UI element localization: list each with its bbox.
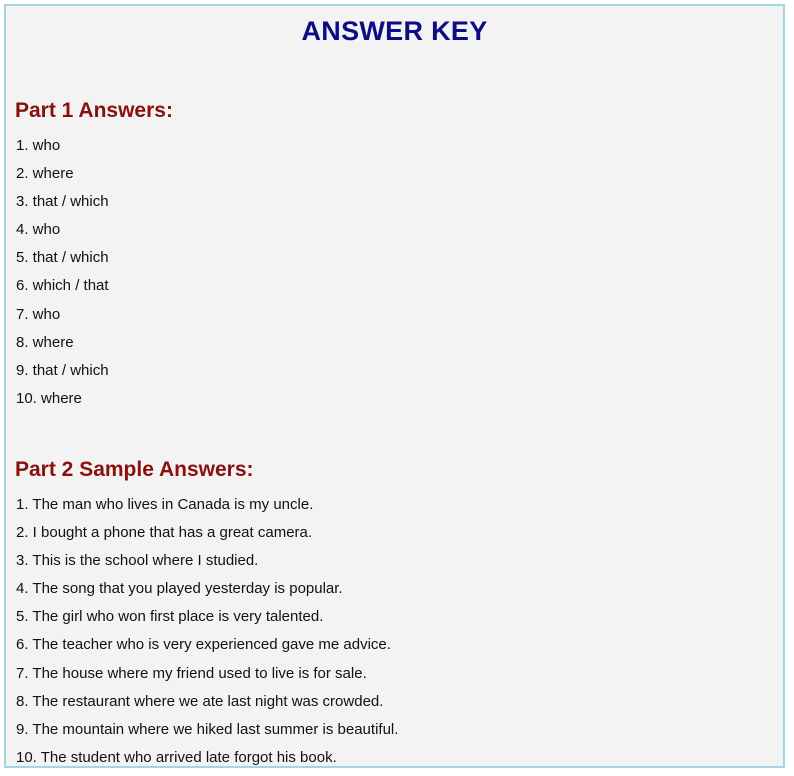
part2-answer-item: 3. This is the school where I studied. <box>16 552 259 570</box>
part1-heading: Part 1 Answers: <box>15 99 173 122</box>
part2-answer-item: 4. The song that you played yesterday is popular. <box>16 580 343 598</box>
part1-answer-item: 9. that / which <box>16 361 109 379</box>
part1-answer-item: 7. who <box>16 305 61 323</box>
part2-answer-item: 9. The mountain where we hiked last summer is beautiful. <box>16 720 399 738</box>
part2-answer-item: 10. The student who arrived late forgot his book. <box>16 748 337 766</box>
part2-answer-item: 6. The teacher who is very experienced gave me advice. <box>16 636 391 654</box>
part2-answer-item: 2. I bought a phone that has a great camera. <box>16 524 313 542</box>
part1-answer-item: 8. where <box>16 333 74 351</box>
part1-answer-item: 5. that / which <box>16 249 109 267</box>
part2-answer-item: 1. The man who lives in Canada is my uncle. <box>16 496 314 513</box>
part2-answer-list <box>16 495 398 776</box>
answer-key-sheet <box>4 4 785 768</box>
part1-answer-item: 4. who <box>16 221 61 239</box>
part1-answer-item: 10. where <box>16 389 82 407</box>
part2-heading: Part 2 Sample Answers: <box>15 458 254 481</box>
part1-answer-item: 2. where <box>16 165 74 183</box>
page-title: ANSWER KEY <box>301 16 488 46</box>
part2-answer-item: 7. The house where my friend used to live is for sale. <box>16 664 367 682</box>
part1-answer-item: 3. that / which <box>16 193 109 211</box>
part1-answer-item: 1. who <box>16 137 61 154</box>
part2-answer-item: 8. The restaurant where we ate last night was crowded. <box>16 692 384 710</box>
part1-answer-item: 6. which / that <box>16 277 109 295</box>
part2-answer-item: 5. The girl who won first place is very talented. <box>16 608 324 626</box>
part1-answer-list <box>16 136 109 417</box>
